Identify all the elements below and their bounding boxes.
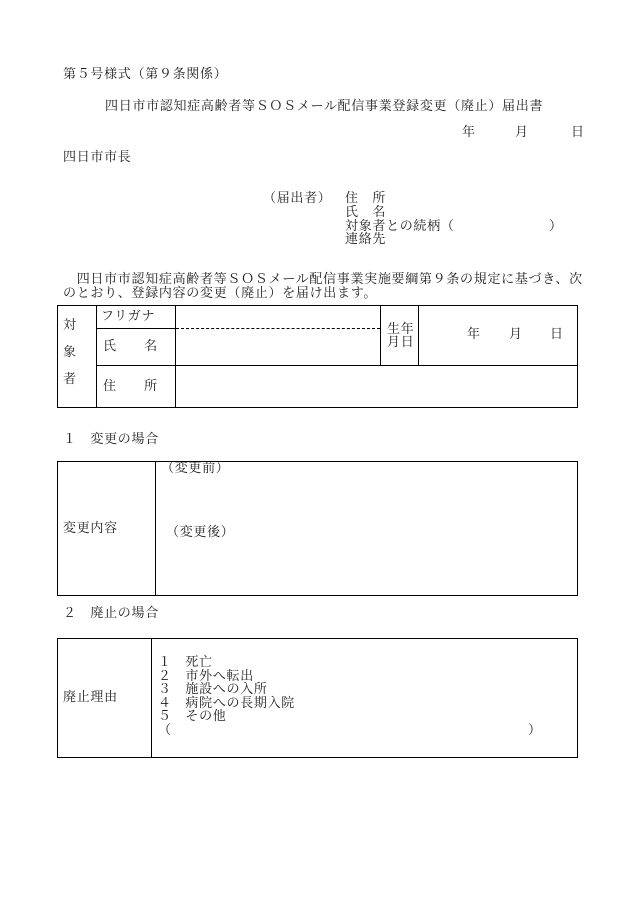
name-label-cell xyxy=(97,329,175,365)
applicant-name-label: 氏 名 xyxy=(345,205,387,220)
applicant-header: （届出者） xyxy=(263,191,332,206)
subject-header: 対象者 xyxy=(63,318,77,387)
furigana-label-cell xyxy=(97,306,175,328)
applicant-address-label: 住 所 xyxy=(345,191,387,206)
change-after-label: （変更後） xyxy=(166,525,235,540)
subject-table xyxy=(57,305,578,408)
abolition-table xyxy=(57,638,578,758)
applicant-contact-label: 連絡先 xyxy=(345,232,387,247)
addressee: 四日市市長 xyxy=(63,150,132,165)
address-label: 住 所 xyxy=(103,378,158,394)
name-label: 氏 名 xyxy=(103,339,158,354)
body-text-line: 四日市市認知症高齢者等ＳＯＳメール配信事業実施要綱第９条の規定に基づき、次 xyxy=(63,272,583,287)
change-section-heading: １ 変更の場合 xyxy=(63,432,159,447)
birth-date-label-line: 生年 xyxy=(387,321,415,337)
birth-year-unit: 年 xyxy=(467,327,481,342)
birth-date-field xyxy=(419,306,577,365)
reason-item: ３ 施設への入所 xyxy=(158,682,268,698)
reason-item: ２ 市外へ転出 xyxy=(158,668,254,684)
abolition-section-heading: ２ 廃止の場合 xyxy=(63,606,159,621)
change-label-cell xyxy=(58,462,155,595)
other-close-paren: ） xyxy=(528,722,542,738)
address-label-cell xyxy=(97,366,175,407)
change-label: 変更内容 xyxy=(63,520,118,536)
name-field xyxy=(176,306,380,365)
birth-date-label-cell xyxy=(381,306,418,365)
applicant-relationship-label: 対象者との続柄（ xyxy=(345,219,455,234)
body-text-line: のとおり、登録内容の変更（廃止）を届け出ます。 xyxy=(63,286,378,301)
reason-item: ５ その他 xyxy=(158,709,227,725)
abolition-label-cell xyxy=(58,639,151,757)
address-field xyxy=(176,366,577,407)
change-before-label: （変更前） xyxy=(161,462,230,476)
applicant-relationship-close-paren: ） xyxy=(549,219,563,234)
date-day-unit: 日 xyxy=(571,125,585,140)
reason-list xyxy=(158,655,542,738)
abolition-label: 廃止理由 xyxy=(63,690,118,705)
other-reason-blank xyxy=(158,722,542,738)
birth-day-unit: 日 xyxy=(550,327,564,342)
change-table xyxy=(57,461,578,596)
date-year-unit: 年 xyxy=(462,125,476,140)
document-title: 四日市市認知症高齢者等ＳＯＳメール配信事業登録変更（廃止）届出書 xyxy=(105,99,544,114)
birth-date-label-line: 月日 xyxy=(387,334,415,350)
birth-month-unit: 月 xyxy=(509,327,523,342)
reason-item: ４ 病院への長期入院 xyxy=(158,695,296,711)
other-open-paren: （ xyxy=(158,722,172,738)
date-month-unit: 月 xyxy=(515,125,529,140)
subject-header-cell xyxy=(58,306,96,407)
change-content-field xyxy=(156,462,577,595)
abolition-reasons-cell xyxy=(152,639,577,757)
form-number: 第５号様式（第９条関係） xyxy=(63,67,228,82)
reason-item: １ 死亡 xyxy=(158,655,213,670)
furigana-dashed-divider xyxy=(176,328,380,329)
furigana-label: フリガナ xyxy=(101,309,156,324)
